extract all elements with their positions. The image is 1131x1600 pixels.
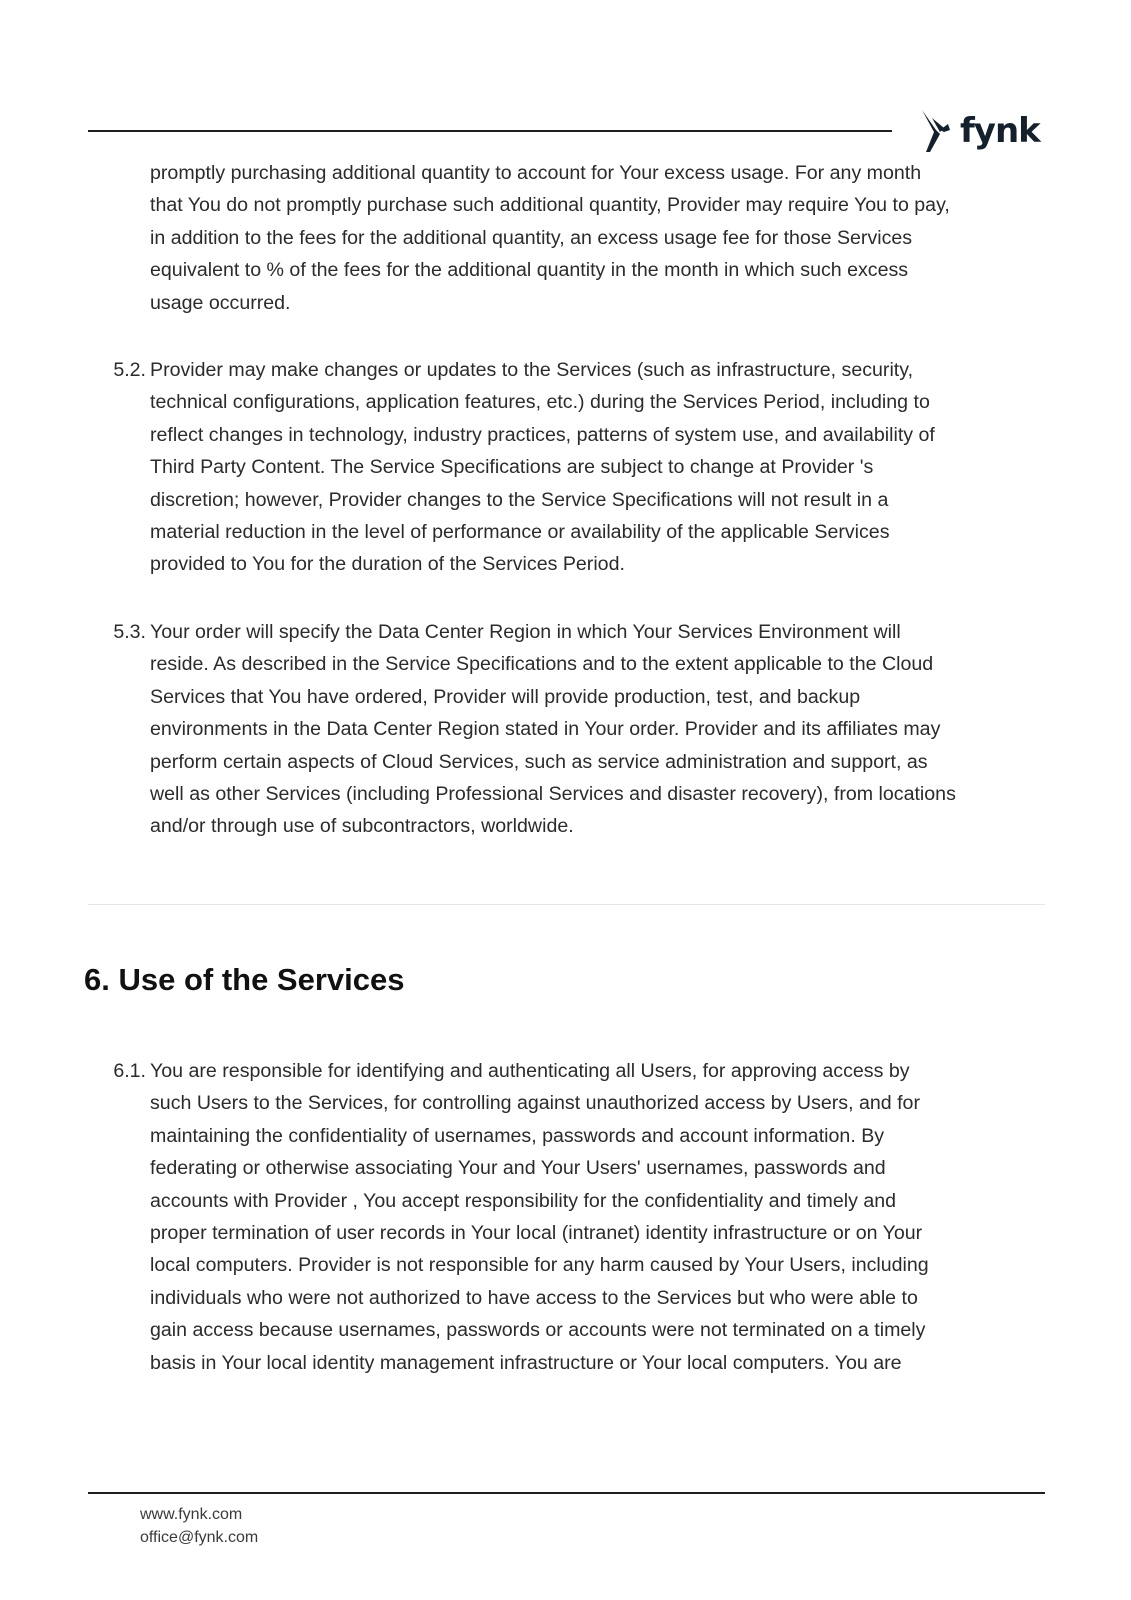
paragraph-line: Your order will specify the Data Center Region in which Your Services Environment will: [150, 621, 901, 643]
paragraph-line: usage occurred.: [150, 291, 291, 314]
paragraph-line: well as other Services (including Professional Services and disaster recovery), from locations: [150, 783, 956, 806]
header-divider: [88, 130, 892, 132]
paragraph-line: perform certain aspects of Cloud Services, such as service administration and support, as: [150, 750, 928, 773]
clause-5-2: [150, 354, 1050, 581]
paragraph-line: such Users to the Services, for controlling against unauthorized access by Users, and for: [150, 1092, 920, 1115]
paragraph-line: and/or through use of subcontractors, worldwide.: [150, 815, 574, 838]
intro-paragraph: [150, 157, 1050, 319]
paragraph-line: reflect changes in technology, industry practices, patterns of system use, and availability of: [150, 423, 935, 446]
footer-email[interactable]: office@fynk.com: [140, 1529, 259, 1546]
paragraph-line: equivalent to % of the fees for the additional quantity in the month in which such excess: [150, 259, 909, 282]
clause-number: 6.1.: [113, 1060, 146, 1082]
clause-6-1: [150, 1055, 1050, 1379]
paragraph-line: provided to You for the duration of the Services Period.: [150, 553, 625, 576]
paragraph-line: local computers. Provider is not responsible for any harm caused by Your Users, including: [150, 1254, 929, 1277]
paragraph-line: gain access because usernames, passwords or accounts were not terminated on a timely: [150, 1319, 926, 1342]
paragraph-line: Third Party Content. The Service Specifications are subject to change at Provider 's: [150, 456, 874, 479]
clause-number: 5.3.: [113, 621, 146, 643]
paragraph-line: Services that You have ordered, Provider will provide production, test, and backup: [150, 685, 861, 708]
clause-5-3: [150, 616, 1050, 843]
clause-number: 5.2.: [113, 359, 146, 381]
paragraph-line: that You do not promptly purchase such additional quantity, Provider may require You to pay,: [150, 194, 950, 217]
footer: [140, 1503, 258, 1549]
paragraph-line: proper termination of user records in Your local (intranet) identity infrastructure or on Your: [150, 1222, 923, 1245]
footer-divider: [88, 1492, 1045, 1494]
brand-name: fynk: [960, 111, 1040, 151]
paragraph-line: maintaining the confidentiality of usernames, passwords and account information. By: [150, 1124, 885, 1147]
paragraph-line: accounts with Provider , You accept responsibility for the confidentiality and timely and: [150, 1189, 897, 1212]
paragraph-line: reside. As described in the Service Specifications and to the extent applicable to the Cloud: [150, 653, 934, 676]
paragraph-line: material reduction in the level of performance or availability of the applicable Services: [150, 521, 890, 544]
section-divider: [88, 904, 1045, 905]
paragraph-line: You are responsible for identifying and authenticating all Users, for approving access by: [150, 1060, 910, 1082]
paragraph-line: federating or otherwise associating Your and Your Users' usernames, passwords and: [150, 1157, 886, 1180]
footer-website[interactable]: www.fynk.com: [140, 1506, 243, 1523]
section-heading: 6. Use of the Services: [84, 962, 405, 997]
paragraph-line: Provider may make changes or updates to the Services (such as infrastructure, security,: [150, 359, 914, 381]
paragraph-line: basis in Your local identity management infrastructure or Your local computers. You are: [150, 1351, 902, 1374]
paragraph-line: in addition to the fees for the additional quantity, an excess usage fee for those Services: [150, 226, 913, 249]
paragraph-line: environments in the Data Center Region stated in Your order. Provider and its affiliates may: [150, 718, 941, 741]
paragraph-line: discretion; however, Provider changes to the Service Specifications will not result in a: [150, 488, 889, 511]
paragraph-line: promptly purchasing additional quantity to account for Your excess usage. For any month: [150, 162, 922, 184]
brand-logo: [918, 106, 1040, 156]
paragraph-line: technical configurations, application features, etc.) during the Services Period, including to: [150, 391, 930, 414]
bird-icon: [918, 108, 952, 154]
paragraph-line: individuals who were not authorized to have access to the Services but who were able to: [150, 1286, 918, 1309]
